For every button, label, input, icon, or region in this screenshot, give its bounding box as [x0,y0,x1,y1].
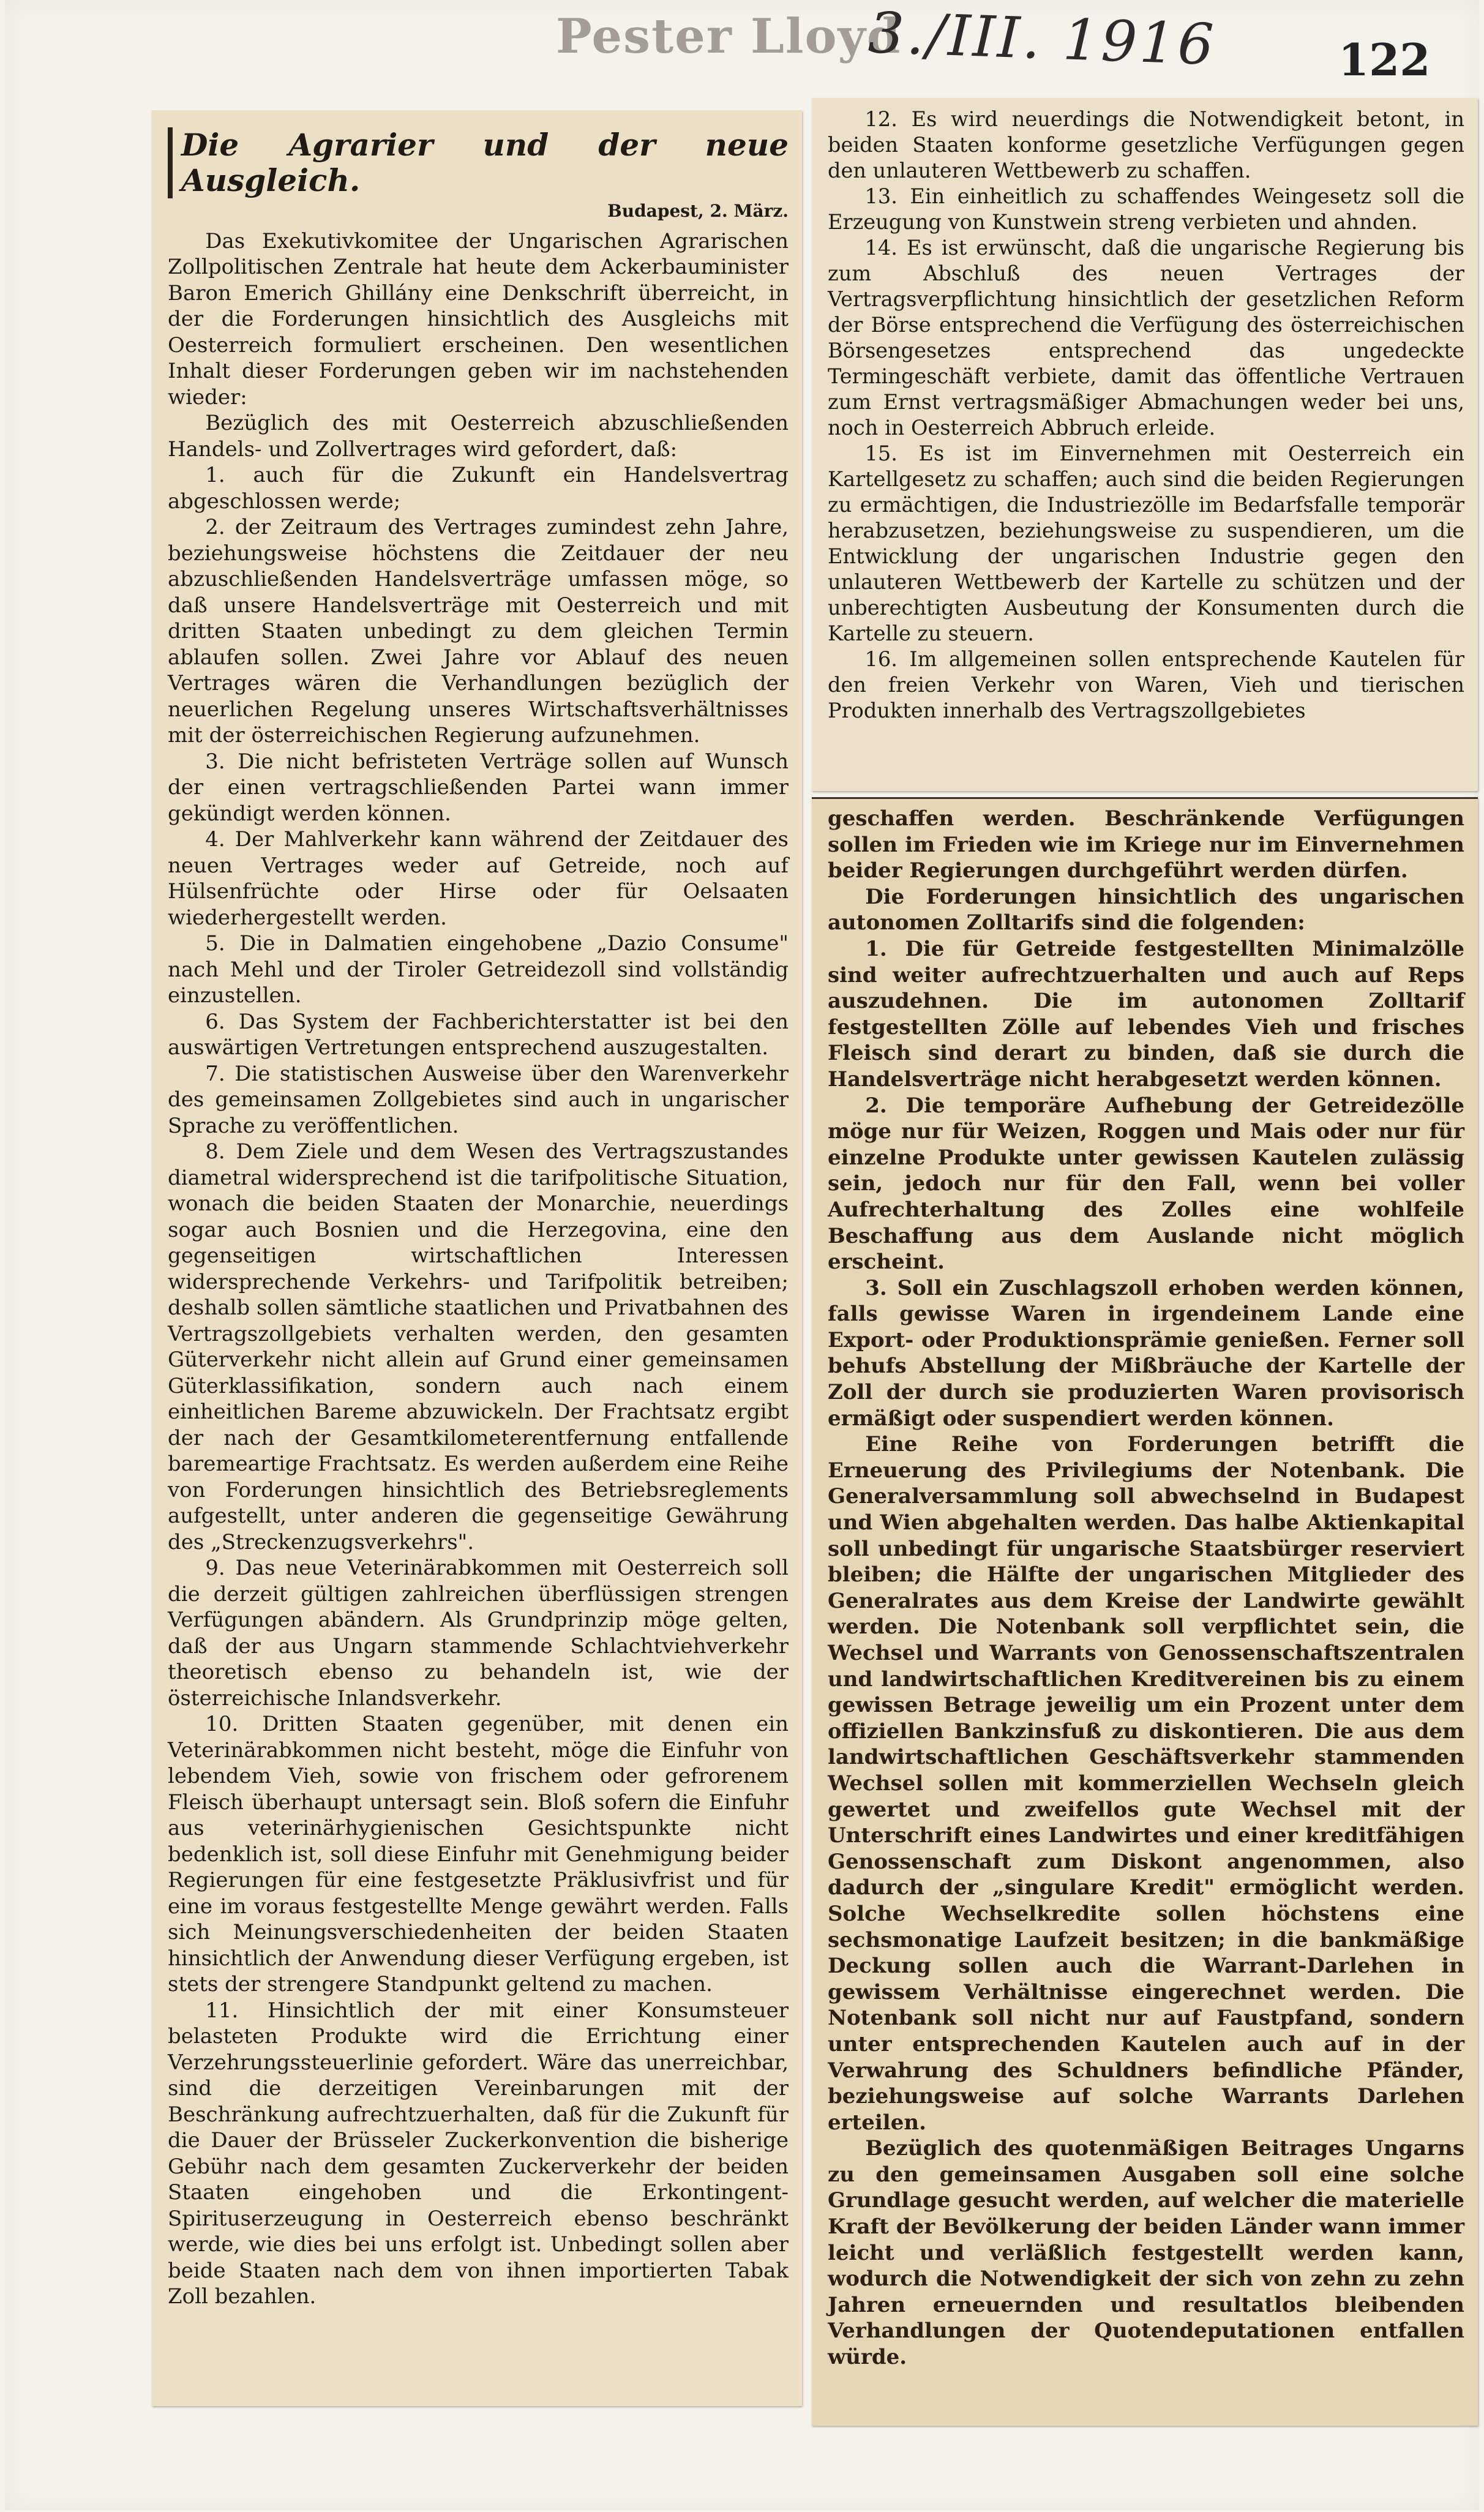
paragraph: geschaffen werden. Beschränkende Verfügungen sollen im Frieden wie im Kriege nur im Einvernehmen beider Regierungen durchgeführt werden dürfen. [828,806,1464,883]
paragraph: 9. Das neue Veterinärabkommen mit Oesterreich soll die derzeit gültigen zahlreichen überflüssigen strengen Verfügungen abändern. Als Grundprinzip möge gelten, daß der aus Ungarn stammende Schlachtviehverkehr theoretisch ebenso zu behandeln ist, wie der österreichische Inlandsverkehr. [168,1556,789,1711]
article-dateline: Budapest, 2. März. [607,201,789,221]
paragraph: 2. der Zeitraum des Vertrages zumindest zehn Jahre, beziehungsweise höchstens die Zeitdauer der neu abzuschließenden Handelsverträge umfassen möge, so daß unsere Handelsverträge mit Oesterreich und mit dritten Staaten unbedingt zu dem gleichen Termin ablaufen sollen. Zwei Jahre vor Ablauf des neuen Vertrages wären die Verhandlungen bezüglich der neuerlichen Regelung unseres Wirtschaftsverhältnisses mit der österreichischen Regierung aufzunehmen. [168,515,789,748]
paragraph: Bezüglich des quotenmäßigen Beitrages Ungarns zu den gemeinsamen Ausgaben soll eine solche Grundlage gesucht werden, auf welcher die materielle Kraft der Bevölkerung der beiden Länder wann immer leicht und verläßlich festgestellt werden kann, wodurch die Notwendigkeit der sich von zehn zu zehn Jahren erneuernden und resultatlos bleibenden Verhandlungen der Quotendeputationen entfallen würde. [828,2136,1464,2370]
paragraph: 16. Im allgemeinen sollen entsprechende Kautelen für den freien Verkehr von Waren, Vieh und tierischen Produkten innerhalb des Vertragszollgebietes [828,647,1464,722]
paragraph: 14. Es ist erwünscht, daß die ungarische Regierung bis zum Abschluß des neuen Vertrages der Vertragsverpflichtung hinsichtlich der gesetzlichen Reform der Börse entsprechend die Verfügung des österreichischen Börsengesetzes entsprechend das ungedeckte Termingeschäft verbiete, damit das öffentliche Vertrauen zum Ernst vertragsmäßiger Abmachungen weder bei uns, noch in Oesterreich Abbruch erleide. [828,236,1464,440]
paragraph: 13. Ein einheitlich zu schaffendes Weingesetz soll die Erzeugung von Kunstwein streng verbieten und ahnden. [828,184,1464,234]
paragraph: Eine Reihe von Forderungen betrifft die Erneuerung des Privilegiums der Notenbank. Die Generalversammlung soll abwechselnd in Budapest und Wien abgehalten werden. Das halbe Aktienkapital soll unbedingt für ungarische Staatsbürger reserviert bleiben; die Hälfte der ungarischen Mitglieder des Generalrates aus dem Kreise der Landwirte gewählt werden. Die Notenbank soll verpflichtet sein, die Wechsel und Warrants von Genossenschaftszentralen und landwirtschaftlichen Kreditvereinen bis zu einem gewissen Betrage jeweilig um ein Prozent unter dem offiziellen Bankzinsfuß zu diskontieren. Die aus dem landwirtschaftlichen Geschäftsverkehr stammenden Wechsel sollen mit kommerziellen Wechseln gleich gewertet und zweifellos gute Wechsel mit der Unterschrift eines Landwirtes und einer kreditfähigen Genossenschaft zum Diskont angenommen, also dadurch der „singulare Kredit" ermöglicht werden. Solche Wechselkredite sollen höchstens eine sechsmonatige Laufzeit besitzen; in die bankmäßige Deckung sollen auch die Warrant-Darlehen in gewissem Verhältnisse eingerechnet werden. Die Notenbank soll nicht nur auf Faustpfand, sondern unter entsprechenden Kautelen auch auf in der Verwahrung des Schuldners befindliche Pfänder, beziehungsweise auf solche Warrants Darlehen erteilen. [828,1432,1464,2135]
column-rule [812,797,1478,799]
paragraph: 4. Der Mahlverkehr kann während der Zeitdauer des neuen Vertrages weder auf Getreide, noch auf Hülsenfrüchte oder Hirse oder für Oelsaaten wiederhergestellt werden. [168,827,789,930]
paragraph: 1. Die für Getreide festgestellten Minimalzölle sind weiter aufrechtzuerhalten und auch auf Reps auszudehnen. Die im autonomen Zolltarif festgestellten Zölle auf lebendes Vieh und frisches Fleisch sind derart zu binden, daß sie durch die Handelsverträge nicht herabgesetzt werden können. [828,936,1464,1092]
paragraph: Bezüglich des mit Oesterreich abzuschließenden Handels- und Zollvertrages wird gefordert, daß: [168,411,789,462]
paragraph: 8. Dem Ziele und dem Wesen des Vertragszustandes diametral widersprechend ist die tarifpolitische Situation, wonach die beiden Staaten der Monarchie, neuerdings sogar auch Bosnien und die Herzegovina, eine den gegenseitigen wirtschaftlichen Interessen widersprechende Verkehrs- und Tarifpolitik betreiben; deshalb sollen sämtliche staatlichen und Privatbahnen des Vertragszollgebiets verhalten werden, den gesamten Güterverkehr nicht allein auf Grund einer gemeinsamen Güterklassifikation, sondern auch nach einem einheitlichen Bareme abzuwickeln. Der Frachtsatz ergibt der nach der Gesamtkilometerentfernung entfallende baremeartige Frachtsatz. Es werden außerdem eine Reihe von Forderungen hinsichtlich des Betriebsreglements aufgestellt, unter anderen die gegenseitige Gewährung des „Streckenzugsverkehrs". [168,1139,789,1554]
paragraph: 3. Die nicht befristeten Verträge sollen auf Wunsch der einen vertragschließenden Partei wann immer gekündigt werden können. [168,749,789,826]
handwritten-date: 3./III. 1916 [867,0,1218,78]
clipping-right-bottom [812,797,1478,2426]
paragraph: 1. auch für die Zukunft ein Handelsvertrag abgeschlossen werde; [168,463,789,514]
paragraph: 2. Die temporäre Aufhebung der Getreidezölle möge nur für Weizen, Roggen und Mais oder nur für einzelne Produkte unter gewissen Kautelen zulässig sein, jedoch nur für den Fall, wenn bei voller Aufrechterhaltung des Zolles eine wohlfeile Beschaffung aus dem Auslande nicht möglich erscheint. [828,1093,1464,1275]
paragraph: Das Exekutivkomitee der Ungarischen Agrarischen Zollpolitischen Zentrale hat heute dem Ackerbauminister Baron Emerich Ghillány eine Denkschrift überreicht, in der die Forderungen hinsichtlich des Ausgleichs mit Oesterreich formuliert erscheinen. Den wesentlichen Inhalt dieser Forderungen geben wir im nachstehenden wieder: [168,228,789,410]
paragraph: 5. Die in Dalmatien eingehobene „Dazio Consume" nach Mehl und der Tiroler Getreidezoll sind vollständig einzustellen. [168,931,789,1008]
archive-sheet [5,0,1479,2510]
article-title: Die Agrarier und der neue Ausgleich. [168,127,789,198]
paragraph: 12. Es wird neuerdings die Notwendigkeit betont, in beiden Staaten konforme gesetzliche Verfügungen gegen den unlauteren Wettbewerb zu schaffen. [828,107,1464,182]
page-number: 122 [1338,34,1431,86]
right-bottom-column-text [828,806,1464,2371]
paragraph: 3. Soll ein Zuschlagszoll erhoben werden können, falls gewisse Waren in irgendeinem Lande eine Export- oder Produktionsprämie genießen. Ferner soll behufs Abstellung der Mißbräuche der Kartelle der Zoll der durch sie produzierten Waren provisorisch ermäßigt oder suspendiert werden können. [828,1275,1464,1431]
right-top-column-text [828,107,1464,724]
paragraph: 10. Dritten Staaten gegenüber, mit denen ein Veterinärabkommen nicht besteht, möge die Einfuhr von lebendem Vieh, sowie von frischem oder gefrorenem Fleisch überhaupt untersagt sein. Bloß sofern die Einfuhr aus veterinärhygienischen Gesichtspunkte nicht bedenklich ist, soll diese Einfuhr mit Genehmigung beider Regierungen für eine festgesetzte Präklusivfrist und für eine im voraus festgestellte Menge gewährt werden. Falls sich Meinungsverschiedenheiten der beiden Staaten hinsichtlich der Anwendung dieser Verfügung ergeben, ist stets der strengere Standpunkt geltend zu machen. [168,1712,789,1996]
paragraph: 6. Das System der Fachberichterstatter ist bei den auswärtigen Vertretungen entsprechend auszugestalten. [168,1009,789,1060]
clipping-right-top [812,98,1478,791]
paragraph: 11. Hinsichtlich der mit einer Konsumsteuer belasteten Produkte wird die Errichtung einer Verzehrungssteuerlinie gefordert. Wäre das unerreichbar, sind die derzeitigen Vereinbarungen mit der Beschränkung aufrechtzuerhalten, daß für die Zukunft für die Dauer der Brüsseler Zuckerkonvention die bisherige Gebühr nach dem gesamten Zuckerverkehr der beiden Staaten eingehoben und die Erkontingent-Spirituserzeugung in Oesterreich ebenso beschränkt werde, wie dies bei uns erfolgt ist. Unbedingt sollen aber beide Staaten nach dem von ihnen importierten Tabak Zoll bezahlen. [168,1998,789,2309]
section-heading: Die Forderungen hinsichtlich des ungarischen autonomen Zolltarifs sind die folgenden: [828,884,1464,935]
clipping-left-column [152,110,802,2406]
publication-stamp: Pester Lloyd [556,9,902,64]
paragraph: 15. Es ist im Einvernehmen mit Oesterreich ein Kartellgesetz zu schaffen; auch sind die beiden Regierungen zu ermächtigen, die Industriezölle im Bedarfsfalle temporär herabzusetzen, beziehungsweise zu suspendieren, um die Entwicklung der ungarischen Industrie gegen den unlauteren Wettbewerb der Kartelle zu schützen und der unberechtigten Ausbeutung der Konsumenten durch die Kartelle zu steuern. [828,441,1464,645]
paragraph: 7. Die statistischen Ausweise über den Warenverkehr des gemeinsamen Zollgebietes sind auch in ungarischer Sprache zu veröffentlichen. [168,1061,789,1138]
left-column-text [168,127,789,2310]
